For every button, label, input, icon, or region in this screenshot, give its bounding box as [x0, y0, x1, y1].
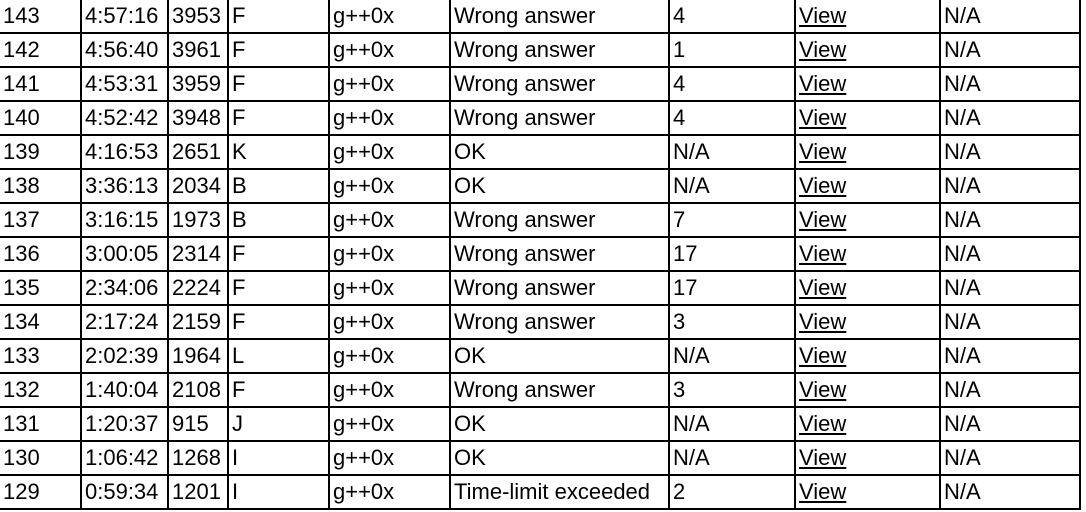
submission-id-cell: 133 — [0, 339, 81, 373]
submission-time-cell: 1:20:37 — [81, 407, 168, 441]
language-cell: g++0x — [329, 33, 450, 67]
view-link[interactable]: View — [799, 71, 847, 96]
table-row — [0, 441, 1080, 475]
user-id-cell: 915 — [168, 407, 228, 441]
extra-cell: N/A — [940, 0, 1080, 33]
table-row — [0, 475, 1080, 509]
view-link[interactable]: View — [799, 445, 847, 470]
view-cell — [795, 441, 940, 475]
language-cell: g++0x — [329, 169, 450, 203]
extra-cell: N/A — [940, 339, 1080, 373]
test-number-cell: 17 — [669, 271, 795, 305]
verdict-cell: OK — [450, 135, 669, 169]
user-id-cell: 2108 — [168, 373, 228, 407]
table-row — [0, 305, 1080, 339]
extra-cell: N/A — [940, 237, 1080, 271]
language-cell: g++0x — [329, 407, 450, 441]
user-id-cell: 1201 — [168, 475, 228, 509]
user-id-cell: 2034 — [168, 169, 228, 203]
view-link[interactable]: View — [799, 241, 847, 266]
view-cell — [795, 305, 940, 339]
test-number-cell: N/A — [669, 135, 795, 169]
verdict-cell: Wrong answer — [450, 373, 669, 407]
extra-cell: N/A — [940, 135, 1080, 169]
verdict-cell: OK — [450, 407, 669, 441]
verdict-cell: Wrong answer — [450, 305, 669, 339]
view-cell — [795, 339, 940, 373]
language-cell: g++0x — [329, 373, 450, 407]
user-id-cell: 2159 — [168, 305, 228, 339]
submission-time-cell: 0:59:34 — [81, 475, 168, 509]
table-row — [0, 373, 1080, 407]
extra-cell: N/A — [940, 101, 1080, 135]
language-cell: g++0x — [329, 237, 450, 271]
submission-id-cell: 132 — [0, 373, 81, 407]
test-number-cell: N/A — [669, 441, 795, 475]
user-id-cell: 2224 — [168, 271, 228, 305]
table-row — [0, 203, 1080, 237]
submission-id-cell: 143 — [0, 0, 81, 33]
submission-time-cell: 3:36:13 — [81, 169, 168, 203]
submission-id-cell: 134 — [0, 305, 81, 339]
test-number-cell: N/A — [669, 169, 795, 203]
view-link[interactable]: View — [799, 411, 847, 436]
extra-cell: N/A — [940, 203, 1080, 237]
view-cell — [795, 237, 940, 271]
problem-cell: K — [228, 135, 329, 169]
language-cell: g++0x — [329, 0, 450, 33]
verdict-cell: Wrong answer — [450, 271, 669, 305]
user-id-cell: 3948 — [168, 101, 228, 135]
submission-time-cell: 2:17:24 — [81, 305, 168, 339]
user-id-cell: 1268 — [168, 441, 228, 475]
test-number-cell: 1 — [669, 33, 795, 67]
language-cell: g++0x — [329, 203, 450, 237]
submission-time-cell: 1:06:42 — [81, 441, 168, 475]
language-cell: g++0x — [329, 101, 450, 135]
problem-cell: I — [228, 475, 329, 509]
extra-cell: N/A — [940, 169, 1080, 203]
submission-id-cell: 142 — [0, 33, 81, 67]
submission-id-cell: 137 — [0, 203, 81, 237]
view-link[interactable]: View — [799, 275, 847, 300]
problem-cell: F — [228, 305, 329, 339]
submission-id-cell: 131 — [0, 407, 81, 441]
view-cell — [795, 67, 940, 101]
problem-cell: F — [228, 67, 329, 101]
problem-cell: F — [228, 271, 329, 305]
problem-cell: F — [228, 0, 329, 33]
submission-time-cell: 1:40:04 — [81, 373, 168, 407]
table-row — [0, 169, 1080, 203]
user-id-cell: 1964 — [168, 339, 228, 373]
view-cell — [795, 407, 940, 441]
submission-time-cell: 2:02:39 — [81, 339, 168, 373]
verdict-cell: Wrong answer — [450, 203, 669, 237]
submission-time-cell: 2:34:06 — [81, 271, 168, 305]
extra-cell: N/A — [940, 33, 1080, 67]
table-row — [0, 67, 1080, 101]
submission-time-cell: 4:56:40 — [81, 33, 168, 67]
language-cell: g++0x — [329, 339, 450, 373]
view-cell — [795, 169, 940, 203]
submission-id-cell: 141 — [0, 67, 81, 101]
verdict-cell: OK — [450, 169, 669, 203]
table-row — [0, 101, 1080, 135]
test-number-cell: 2 — [669, 475, 795, 509]
submission-time-cell: 4:52:42 — [81, 101, 168, 135]
problem-cell: F — [228, 237, 329, 271]
problem-cell: B — [228, 203, 329, 237]
submission-id-cell: 138 — [0, 169, 81, 203]
extra-cell: N/A — [940, 407, 1080, 441]
submission-id-cell: 140 — [0, 101, 81, 135]
submission-id-cell: 136 — [0, 237, 81, 271]
extra-cell: N/A — [940, 271, 1080, 305]
user-id-cell: 1973 — [168, 203, 228, 237]
extra-cell: N/A — [940, 305, 1080, 339]
view-cell — [795, 0, 940, 33]
view-cell — [795, 475, 940, 509]
table-row — [0, 339, 1080, 373]
view-cell — [795, 101, 940, 135]
table-row — [0, 271, 1080, 305]
view-link[interactable]: View — [799, 37, 847, 62]
submission-id-cell: 135 — [0, 271, 81, 305]
test-number-cell: N/A — [669, 407, 795, 441]
submission-id-cell: 139 — [0, 135, 81, 169]
problem-cell: J — [228, 407, 329, 441]
verdict-cell: Wrong answer — [450, 0, 669, 33]
view-cell — [795, 135, 940, 169]
submission-id-cell: 130 — [0, 441, 81, 475]
user-id-cell: 2314 — [168, 237, 228, 271]
verdict-cell: Wrong answer — [450, 237, 669, 271]
table-row — [0, 33, 1080, 67]
view-link[interactable]: View — [799, 173, 847, 198]
submission-time-cell: 4:53:31 — [81, 67, 168, 101]
view-link[interactable]: View — [799, 343, 847, 368]
submission-id-cell: 129 — [0, 475, 81, 509]
test-number-cell: N/A — [669, 339, 795, 373]
language-cell: g++0x — [329, 271, 450, 305]
extra-cell: N/A — [940, 441, 1080, 475]
extra-cell: N/A — [940, 475, 1080, 509]
test-number-cell: 3 — [669, 305, 795, 339]
language-cell: g++0x — [329, 305, 450, 339]
view-link[interactable]: View — [799, 3, 847, 28]
verdict-cell: Time-limit exceeded — [450, 475, 669, 509]
extra-cell: N/A — [940, 373, 1080, 407]
user-id-cell: 3959 — [168, 67, 228, 101]
language-cell: g++0x — [329, 67, 450, 101]
view-link[interactable]: View — [799, 105, 847, 130]
user-id-cell: 3961 — [168, 33, 228, 67]
language-cell: g++0x — [329, 475, 450, 509]
user-id-cell: 2651 — [168, 135, 228, 169]
user-id-cell: 3953 — [168, 0, 228, 33]
view-link[interactable]: View — [799, 207, 847, 232]
test-number-cell: 4 — [669, 67, 795, 101]
problem-cell: B — [228, 169, 329, 203]
view-link[interactable]: View — [799, 479, 847, 504]
view-link[interactable]: View — [799, 377, 847, 402]
submission-time-cell: 4:57:16 — [81, 0, 168, 33]
submission-time-cell: 3:00:05 — [81, 237, 168, 271]
view-link[interactable]: View — [799, 309, 847, 334]
problem-cell: F — [228, 101, 329, 135]
verdict-cell: Wrong answer — [450, 33, 669, 67]
test-number-cell: 4 — [669, 101, 795, 135]
language-cell: g++0x — [329, 135, 450, 169]
view-cell — [795, 373, 940, 407]
test-number-cell: 17 — [669, 237, 795, 271]
language-cell: g++0x — [329, 441, 450, 475]
problem-cell: I — [228, 441, 329, 475]
problem-cell: F — [228, 33, 329, 67]
table-row — [0, 135, 1080, 169]
view-cell — [795, 33, 940, 67]
verdict-cell: OK — [450, 339, 669, 373]
verdict-cell: Wrong answer — [450, 67, 669, 101]
verdict-cell: OK — [450, 441, 669, 475]
submission-time-cell: 3:16:15 — [81, 203, 168, 237]
table-row — [0, 407, 1080, 441]
view-cell — [795, 203, 940, 237]
table-row — [0, 237, 1080, 271]
test-number-cell: 3 — [669, 373, 795, 407]
view-cell — [795, 271, 940, 305]
table-row — [0, 0, 1080, 33]
extra-cell: N/A — [940, 67, 1080, 101]
verdict-cell: Wrong answer — [450, 101, 669, 135]
problem-cell: L — [228, 339, 329, 373]
submission-time-cell: 4:16:53 — [81, 135, 168, 169]
view-link[interactable]: View — [799, 139, 847, 164]
test-number-cell: 7 — [669, 203, 795, 237]
problem-cell: F — [228, 373, 329, 407]
test-number-cell: 4 — [669, 0, 795, 33]
